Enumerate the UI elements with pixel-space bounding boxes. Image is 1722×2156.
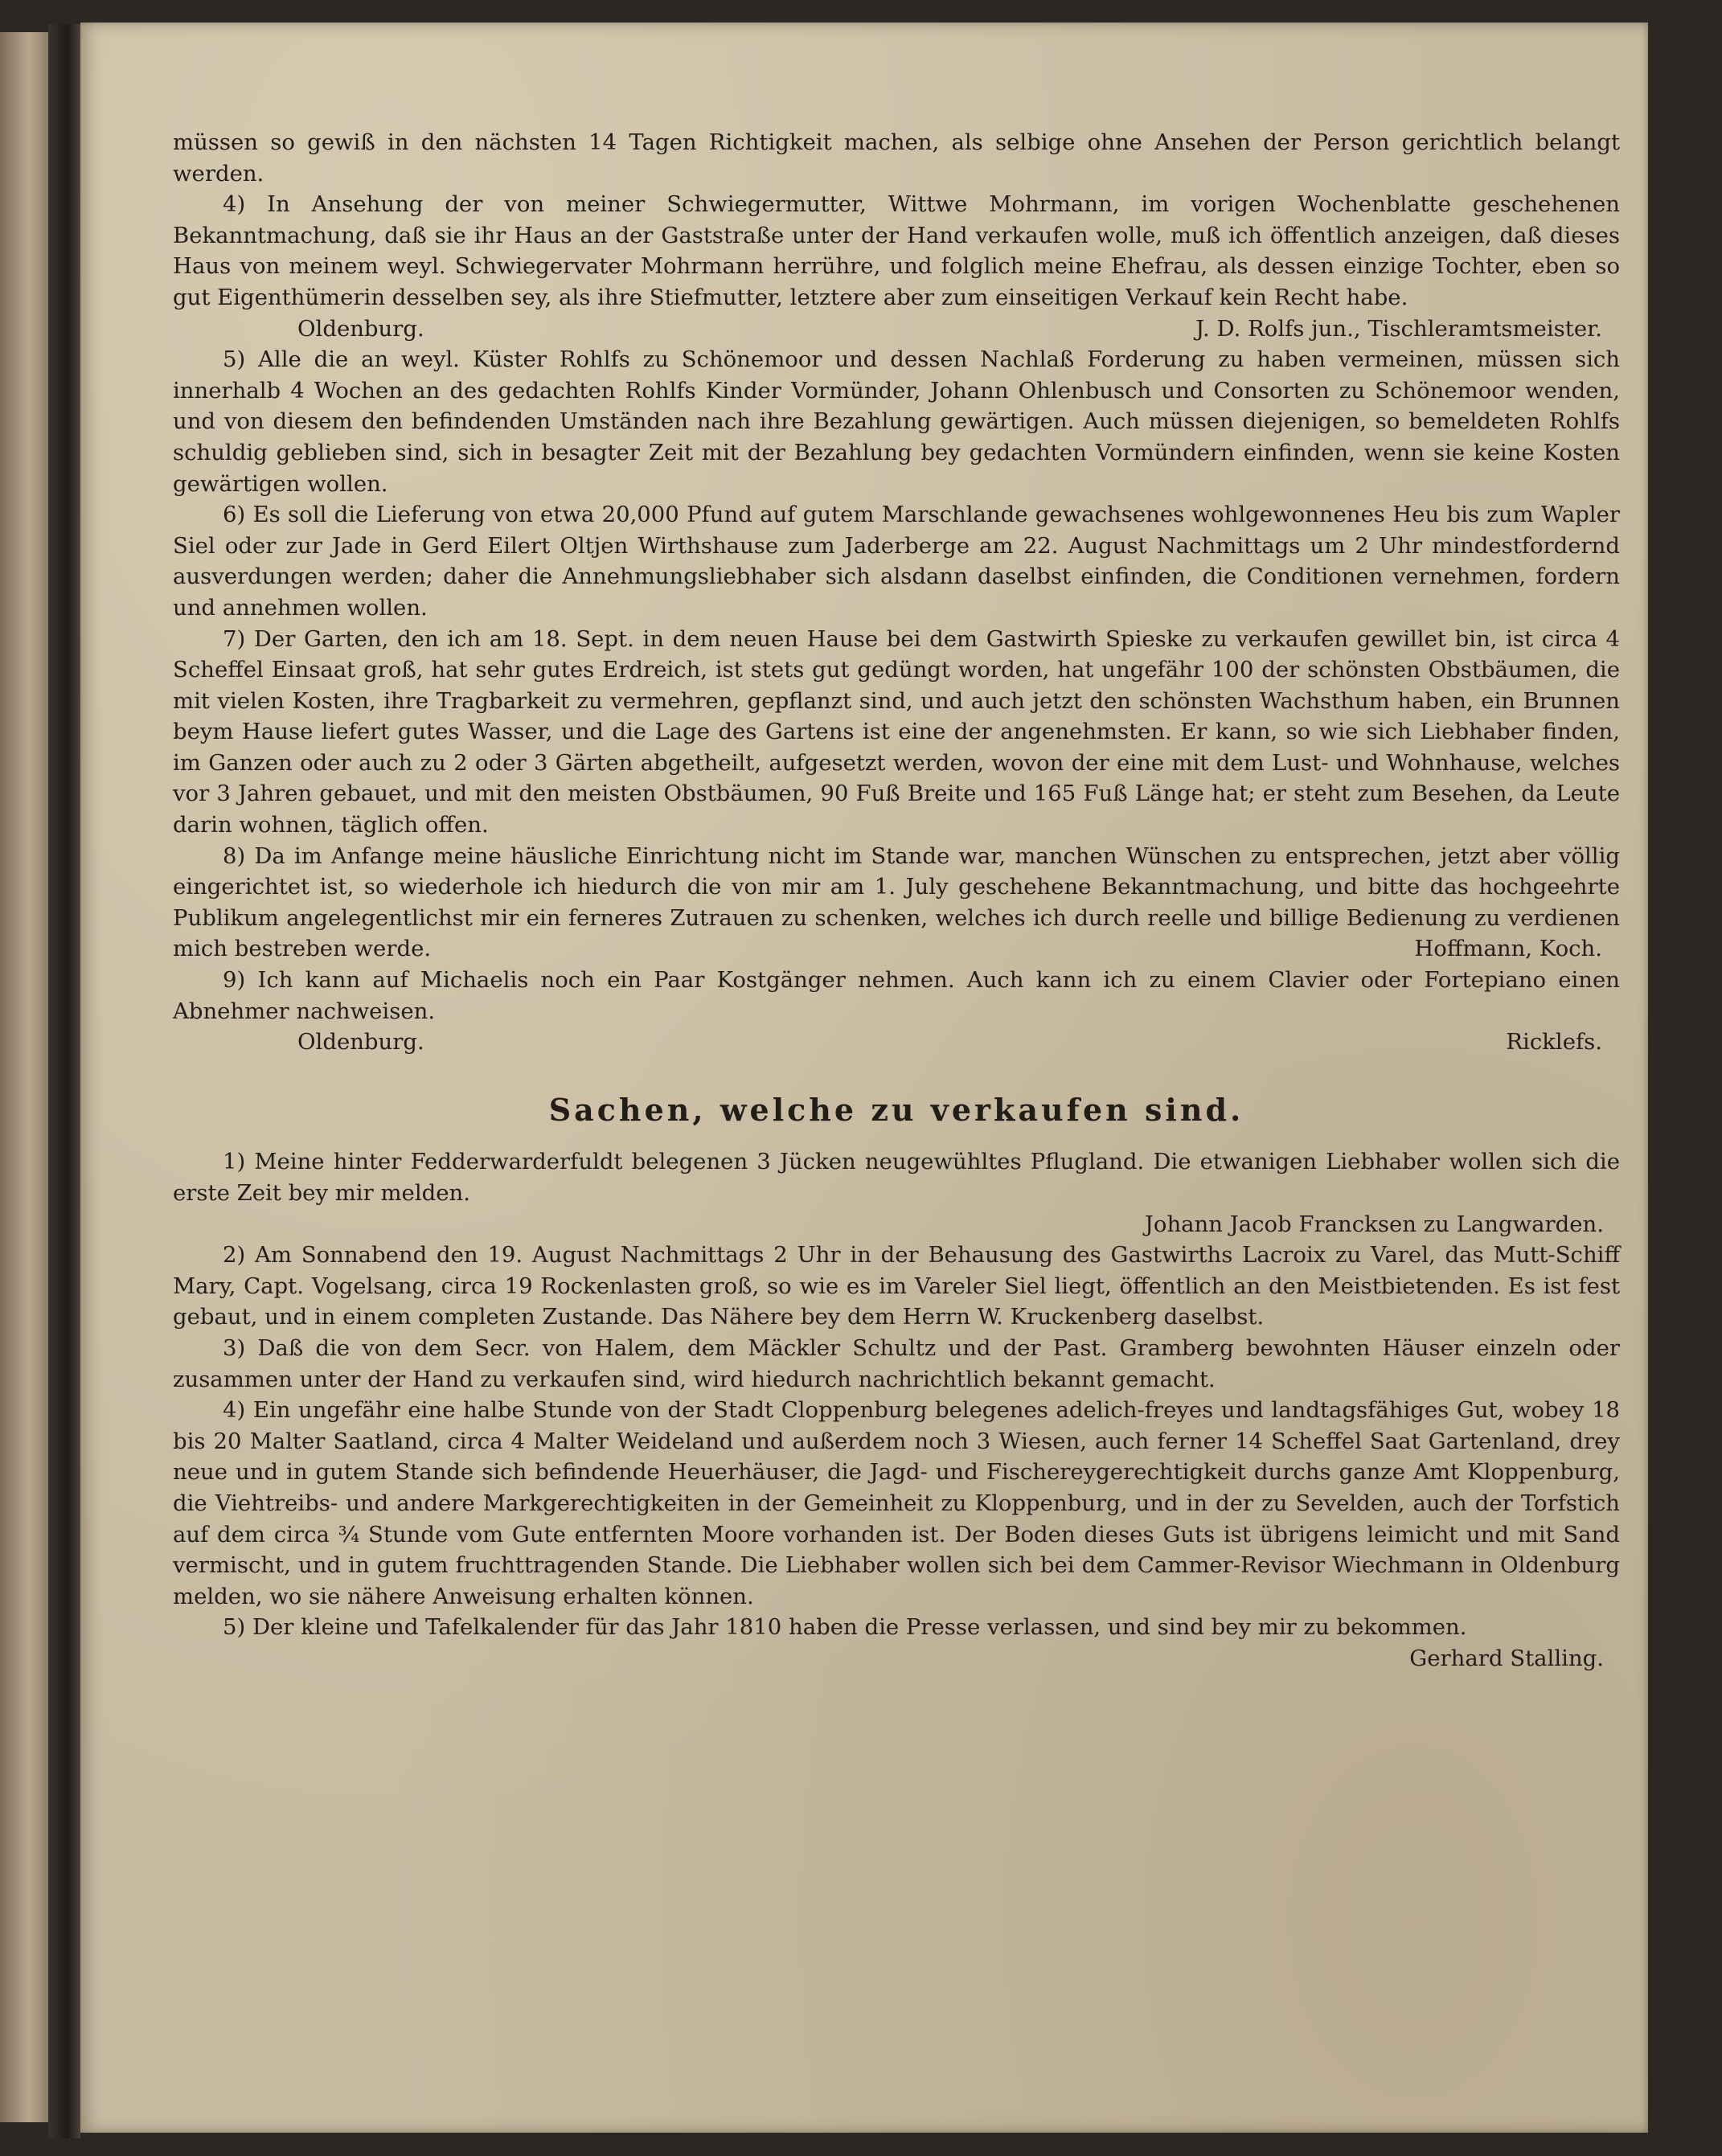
sale-item-2: 2) Am Sonnabend den 19. August Nachmittags 2 Uhr in der Behausung des Gastwirths Lacroix zu Varel, das Mutt-Schiff Mary, Capt. Vogelsang, circa 19 Rockenlasten groß, so wie es im Vareler Siel liegt, öffentlich an den Meistbietenden. Es ist fest gebaut, und in einem completen Zustande. Das Nähere bey dem Herrn W. Kruckenberg daselbst. — [173, 1242, 1620, 1330]
notice-9-signature-line — [173, 1027, 1620, 1058]
book-gutter — [48, 24, 80, 2138]
notice-9-place: Oldenburg. — [297, 1029, 424, 1055]
newspaper-page — [80, 23, 1648, 2133]
notice-8-signature: Hoffmann, Koch. — [1414, 936, 1602, 962]
notice-7: 7) Der Garten, den ich am 18. Sept. in dem neuen Hause bei dem Gastwirth Spieske zu verkaufen gewillet bin, ist circa 4 Scheffel Einsaat groß, hat sehr gutes Erdreich, ist stets gut gedüngt worden, hat ungefähr 100 der schönsten Obstbäumen, die mit vielen Kosten, ihre Tragbarkeit zu vermehren, gepflanzt sind, und auch jetzt den schönsten Wachsthum haben, ein Brunnen beym Hause liefert gutes Wasser, und die Lage des Gartens ist eine der angenehmsten. Er kann, so wie sich Liebhaber finden, im Ganzen oder auch zu 2 oder 3 Gärten abgetheilt, aufgesetzt werden, wovon der eine mit dem Lust- und Wohnhause, welches vor 3 Jahren gebauet, und mit den meisten Obstbäumen, 90 Fuß Breite und 165 Fuß Länge hat; er steht zum Besehen, da Leute darin wohnen, täglich offen. — [173, 625, 1620, 838]
continuation-paragraph: müssen so gewiß in den nächsten 14 Tagen Richtigkeit machen, als selbige ohne Ansehen der Person gerichtlich belangt werden. — [173, 129, 1620, 186]
notice-4: 4) In Ansehung der von meiner Schwiegermutter, Wittwe Mohrmann, im vorigen Wochenblatte geschehenen Bekanntmachung, daß sie ihr Haus an der Gaststraße unter der Hand verkaufen wolle, muß ich öffentlich anzeigen, daß dieses Haus von meinem weyl. Schwiegervater Mohrmann herrühre, und folglich meine Ehefrau, als dessen einzige Tochter, eben so gut Eigenthümerin desselben sey, als ihre Stiefmutter, letztere aber zum einseitigen Verkauf kein Recht habe. — [173, 191, 1620, 310]
notice-8-text: 8) Da im Anfange meine häusliche Einrichtung nicht im Stande war, manchen Wünschen zu entsprechen, jetzt aber völlig eingerichtet ist, so wiederhole ich hiedurch die von mir am 1. July geschehene Bekanntmachung, und bitte das hochgeehrte Publikum angelegentlichst mir ein ferneres Zutrauen zu schenken, welches ich durch reelle und billige Bedienung zu verdienen mich bestreben werde. — [173, 842, 1620, 962]
sale-item-1-signature: Johann Jacob Francksen zu Langwarden. — [1144, 1211, 1604, 1237]
notice-9: 9) Ich kann auf Michaelis noch ein Paar Kostgänger nehmen. Auch kann ich zu einem Clavier oder Fortepiano einen Abnehmer nachweisen. — [173, 967, 1620, 1024]
sale-item-3: 3) Daß die von dem Secr. von Halem, dem Mäckler Schultz und der Past. Gramberg bewohnten Häuser einzeln oder zusammen unter der Hand zu verkaufen sind, wird hiedurch nachrichtlich bekannt gemacht. — [173, 1334, 1620, 1392]
sale-item-5-signature: Gerhard Stalling. — [1409, 1645, 1604, 1671]
sale-item-4: 4) Ein ungefähr eine halbe Stunde von der Stadt Cloppenburg belegenes adelich-freyes und landtagsfähiges Gut, wobey 18 bis 20 Malter Saatland, circa 4 Malter Weideland und außerdem noch 3 Wiesen, auch ferner 14 Scheffel Saat Gartenland, drey neue und in gutem Stande sich befindende Heuerhäuser, die Jagd- und Fischereygerechtigkeit durchs ganze Amt Kloppenburg, die Viehtreibs- und andere Markgerechtigkeiten in der Gemeinheit zu Kloppenburg, und in der zu Sevelden, auch der Torfstich auf dem circa ¾ Stunde vom Gute entfernten Moore vorhanden ist. Der Boden dieses Guts ist übrigens leimicht und mit Sand vermischt, und in gutem fruchttragenden Stande. Die Liebhaber wollen sich bei dem Cammer-Revisor Wiechmann in Oldenburg melden, wo sie nähere Anweisung erhalten können. — [173, 1397, 1620, 1609]
notice-4-signature-line — [173, 314, 1620, 345]
sale-item-5: 5) Der kleine und Tafelkalender für das Jahr 1810 haben die Presse verlassen, und sind bey mir zu bekommen. — [223, 1614, 1467, 1641]
notice-4-signature: J. D. Rolfs jun., Tischleramtsmeister. — [1195, 315, 1602, 342]
page-text — [173, 127, 1620, 1674]
notice-6: 6) Es soll die Lieferung von etwa 20,000 Pfund auf gutem Marschlande gewachsenes wohlgewonnenes Heu bis zum Wapler Siel oder zur Jade in Gerd Eilert Oltjen Wirthshause zum Jaderberge am 22. August Nachmittags um 2 Uhr mindestfordernd ausverdungen werden; daher die Annehmungsliebhaber sich alsdann daselbst einfinden, die Conditionen vernehmen, fordern und annehmen wollen. — [173, 502, 1620, 621]
notice-5: 5) Alle die an weyl. Küster Rohlfs zu Schönemoor und dessen Nachlaß Forderung zu haben vermeinen, müssen sich innerhalb 4 Wochen an des gedachten Rohlfs Kinder Vormünder, Johann Ohlenbusch und Consorten zu Schönemoor wenden, und von diesem den befindenden Umständen nach ihre Bezahlung gewärtigen. Auch müssen diejenigen, so bemeldeten Rohlfs schuldig geblieben sind, sich in besagter Zeit mit der Bezahlung bey gedachten Vormündern einfinden, wenn sie keine Kosten gewärtigen wollen. — [173, 346, 1620, 497]
notice-9-signature: Ricklefs. — [1506, 1029, 1602, 1055]
section-heading-sales: Sachen, welche zu verkaufen sind. — [548, 1091, 1244, 1128]
facing-page-edge — [0, 32, 48, 2122]
notice-4-place: Oldenburg. — [297, 315, 424, 342]
sale-item-1: 1) Meine hinter Fedderwarderfuldt belegenen 3 Jücken neugewühltes Pflugland. Die etwanigen Liebhaber wollen sich die erste Zeit bey mir melden. — [173, 1149, 1620, 1206]
notice-8 — [173, 841, 1620, 965]
